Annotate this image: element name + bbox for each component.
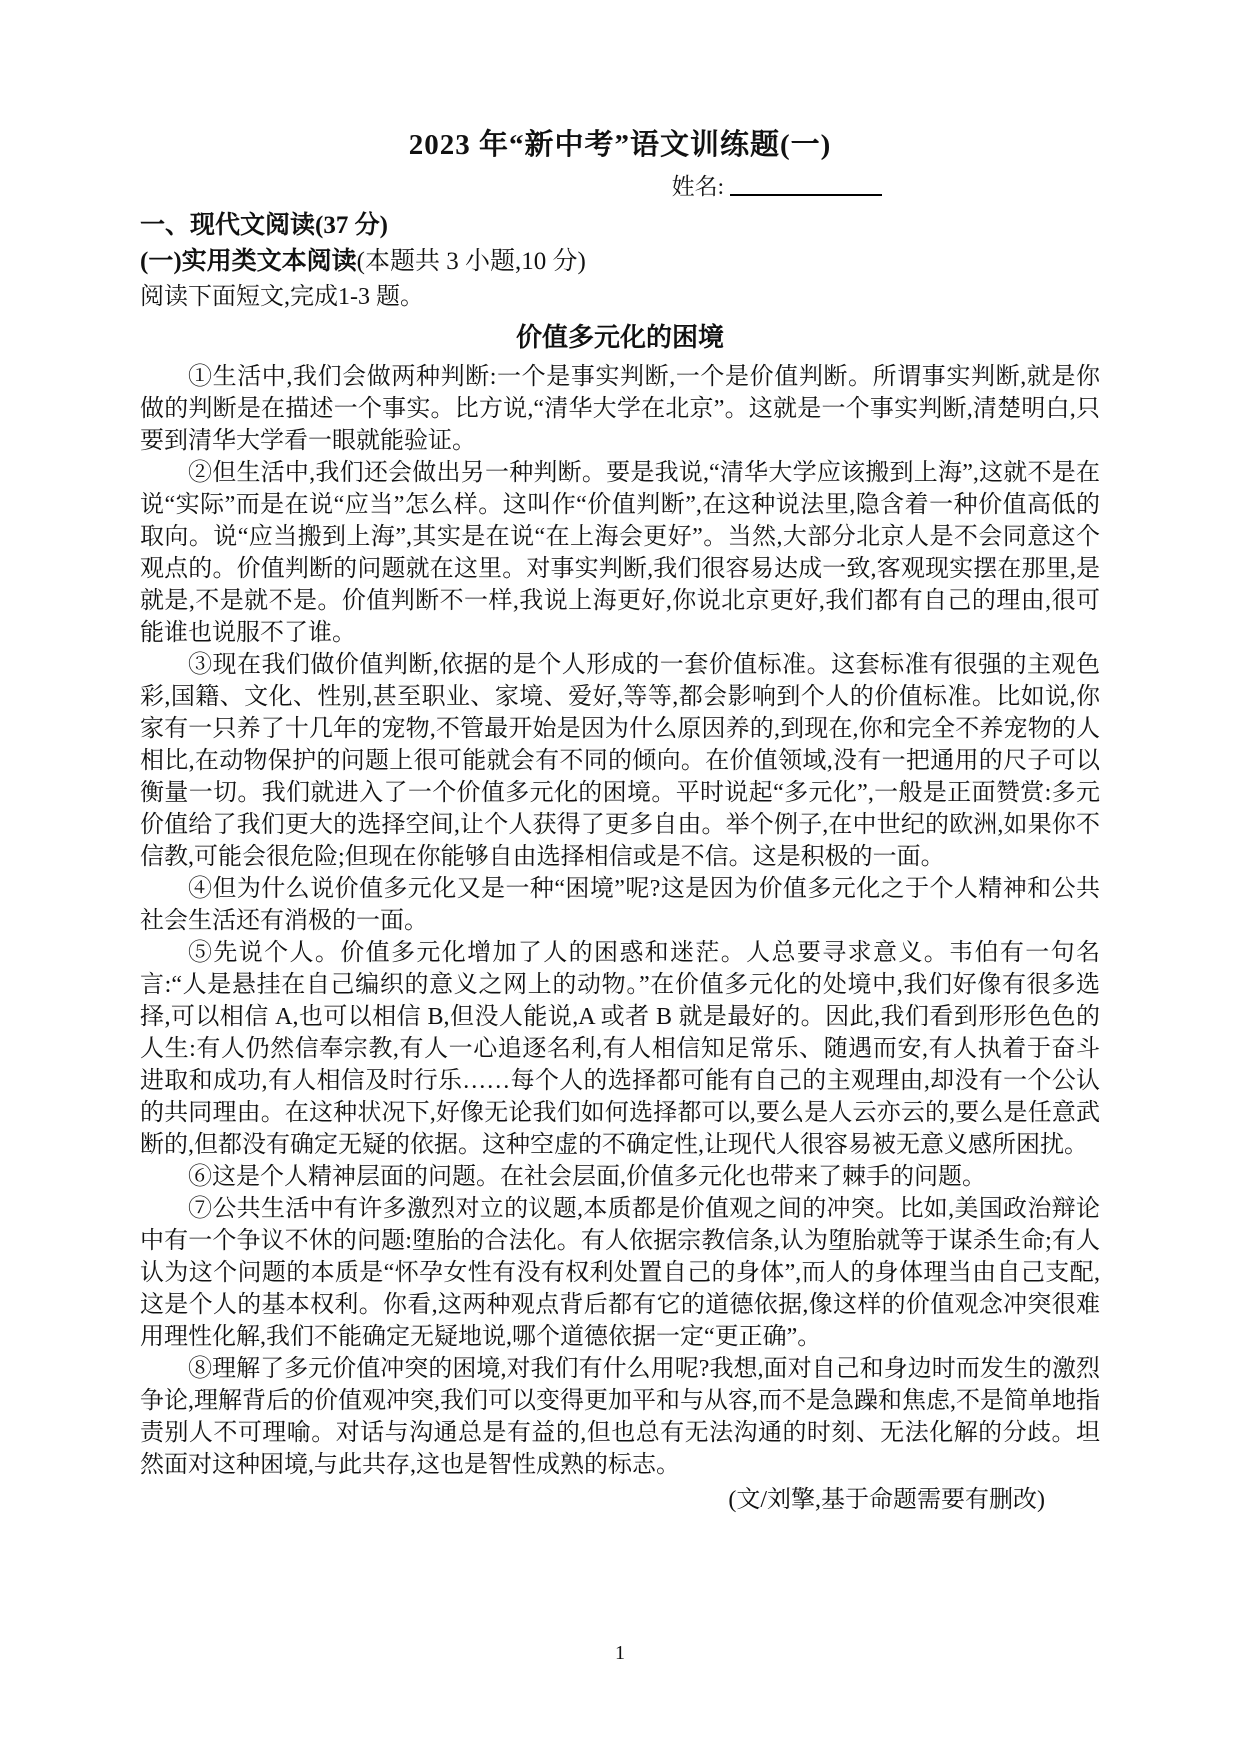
essay-attribution: (文/刘擎,基于命题需要有删改) xyxy=(728,1487,1045,1513)
document-title: 2023 年“新中考”语文训练题(一) xyxy=(408,129,832,161)
essay-paragraph-1: ①生活中,我们会做两种判断:一个是事实判断,一个是价值判断。所谓事实判断,就是你做的判断是在描述一个事实。比方说,“清华大学在北京”。这就是一个事实判断,清楚明白,只要到清华大学看一眼就能验证。 xyxy=(140,364,1100,454)
essay-paragraph-3: ③现在我们做价值判断,依据的是个人形成的一套价值标准。这套标准有很强的主观色彩,国籍、文化、性别,甚至职业、家境、爱好,等等,都会影响到个人的价值标准。比如说,你家有一只养了十几年的宠物,不管最开始是因为什么原因养的,到现在,你和完全不养宠物的人相比,在动物保护的问题上很可能就会有不同的倾向。在价值领域,没有一把通用的尺子可以衡量一切。我们就进入了一个价值多元化的困境。平时说起“多元化”,一般是正面赞赏:多元价值给了我们更大的选择空间,让个人获得了更多自由。举个例子,在中世纪的欧洲,如果你不信教,可能会很危险;但现在你能够自由选择相信或是不信。这是积极的一面。 xyxy=(140,652,1100,870)
reading-instruction: 阅读下面短文,完成1-3 题。 xyxy=(140,284,424,310)
sub-heading-title: (一)实用类文本阅读 xyxy=(140,248,357,275)
section-heading-modern-reading: 一、现代文阅读(37 分) xyxy=(140,212,388,239)
name-row xyxy=(140,170,1100,204)
name-blank-line xyxy=(730,170,882,196)
page-number: 1 xyxy=(615,1642,625,1664)
essay-body xyxy=(140,361,1100,1481)
essay-paragraph-7: ⑦公共生活中有许多激烈对立的议题,本质都是价值观之间的冲突。比如,美国政治辩论中有一个争议不休的问题:堕胎的合法化。有人依据宗教信条,认为堕胎就等于谋杀生命;有人认为这个问题的本质是“怀孕女性有没有权利处置自己的身体”,而人的身体理当由自己支配,这是个人的基本权利。你看,这两种观点背后都有它的道德依据,像这样的价值观念冲突很难用理性化解,我们不能确定无疑地说,哪个道德依据一定“更正确”。 xyxy=(140,1196,1100,1350)
essay-paragraph-5: ⑤先说个人。价值多元化增加了人的困惑和迷茫。人总要寻求意义。韦伯有一句名言:“人是悬挂在自己编织的意义之网上的动物。”在价值多元化的处境中,我们好像有很多选择,可以相信 A,也可以相信 B,但没人能说,A 或者 B 就是最好的。因此,我们看到形形色色的人生:有人仍然信奉宗教,有人一心追逐名利,有人相信知足常乐、随遇而安,有人执着于奋斗进取和成功,有人相信及时行乐……每个人的选择都可能有自己的主观理由,却没有一个公认的共同理由。在这种状况下,好像无论我们如何选择都可以,要么是人云亦云的,要么是任意武断的,但都没有确定无疑的依据。这种空虚的不确定性,让现代人很容易被无意义感所困扰。 xyxy=(140,940,1100,1158)
sub-heading-score-note: (本题共 3 小题,10 分) xyxy=(356,248,586,275)
essay-paragraph-2: ②但生活中,我们还会做出另一种判断。要是我说,“清华大学应该搬到上海”,这就不是在说“实际”而是在说“应当”怎么样。这叫作“价值判断”,在这种说法里,隐含着一种价值高低的取向。说“应当搬到上海”,其实是在说“在上海会更好”。当然,大部分北京人是不会同意这个观点的。价值判断的问题就在这里。对事实判断,我们很容易达成一致,客观现实摆在那里,是就是,不是就不是。价值判断不一样,我说上海更好,你说北京更好,我们都有自己的理由,很可能谁也说服不了谁。 xyxy=(140,460,1100,646)
essay-paragraph-4: ④但为什么说价值多元化又是一种“困境”呢?这是因为价值多元化之于个人精神和公共社会生活还有消极的一面。 xyxy=(140,876,1100,934)
sub-heading-practical-text xyxy=(140,244,1100,280)
name-label: 姓名: xyxy=(671,174,724,199)
essay-title: 价值多元化的困境 xyxy=(515,323,724,352)
essay-paragraph-8: ⑧理解了多元价值冲突的困境,对我们有什么用呢?我想,面对自己和身边时而发生的激烈争论,理解背后的价值观冲突,我们可以变得更加平和与从容,而不是急躁和焦虑,不是简单地指责别人不可理喻。对话与沟通总是有益的,但也总有无法沟通的时刻、无法化解的分歧。坦然面对这种困境,与此共存,这也是智性成熟的标志。 xyxy=(140,1356,1100,1478)
essay-paragraph-6: ⑥这是个人精神层面的问题。在社会层面,价值多元化也带来了棘手的问题。 xyxy=(188,1164,986,1190)
